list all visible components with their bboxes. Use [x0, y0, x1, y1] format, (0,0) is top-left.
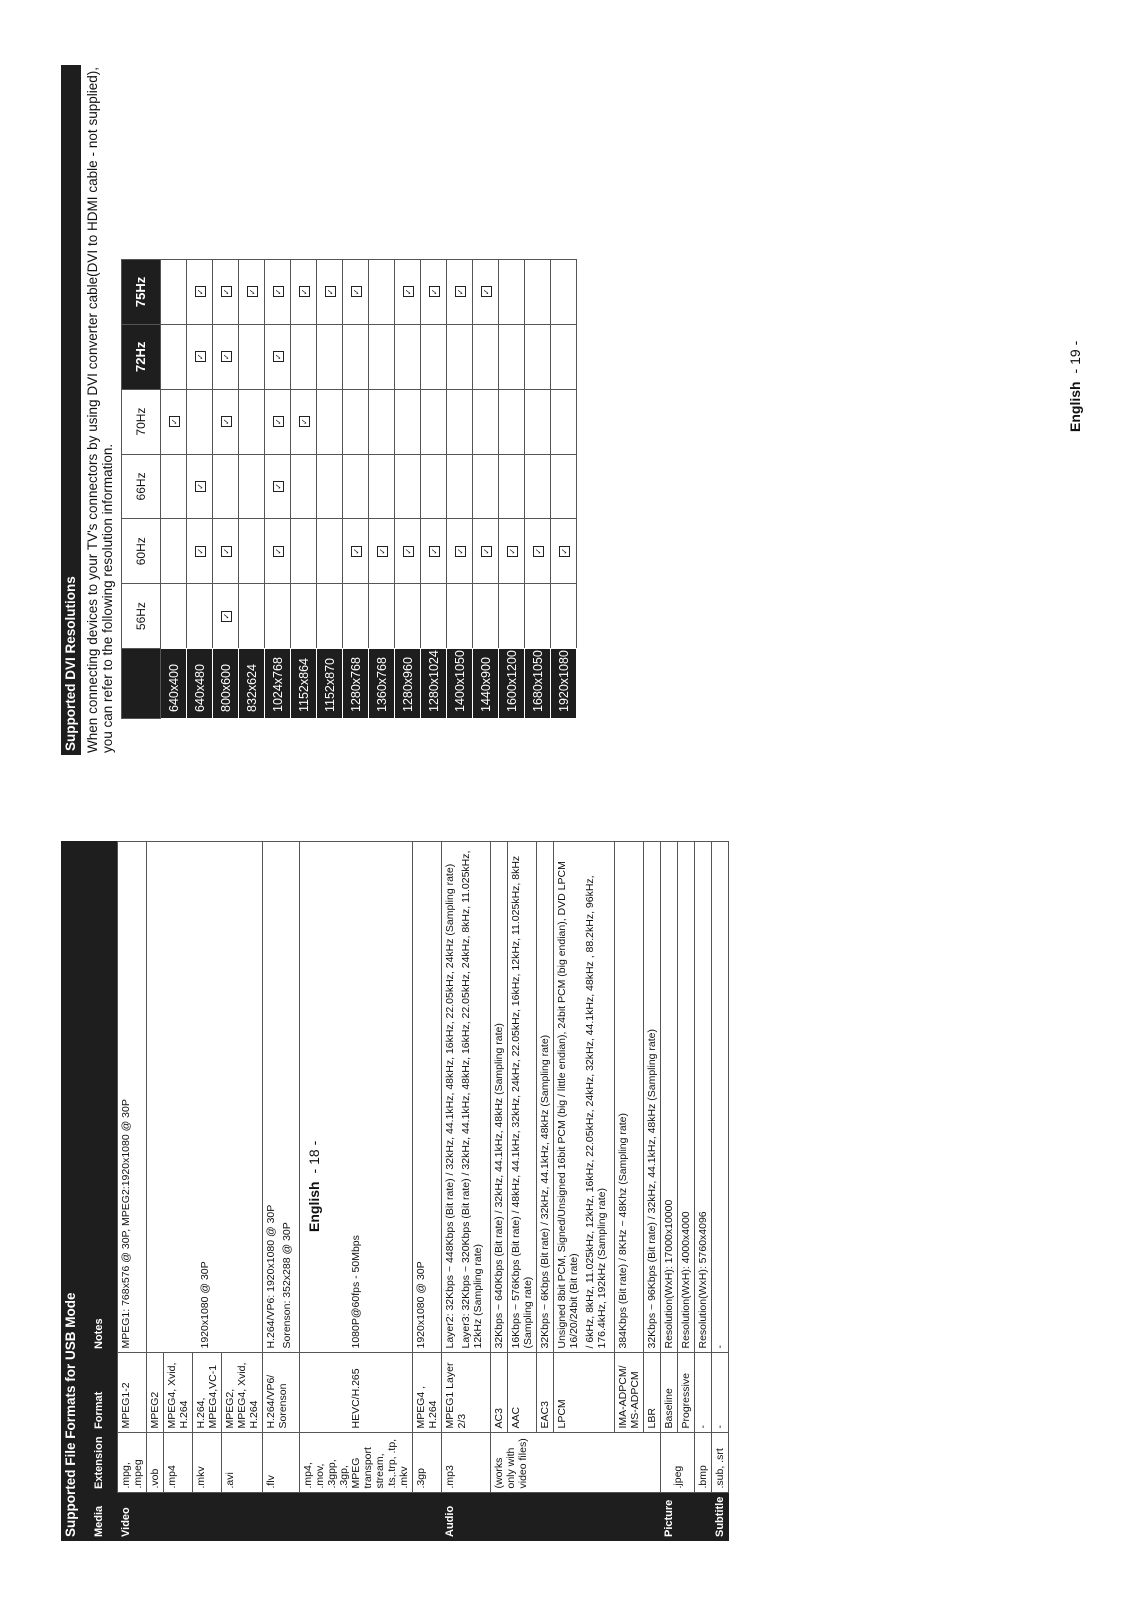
- footer-language: English: [306, 1181, 322, 1232]
- table-row: [161, 260, 187, 719]
- checkbox-checked-icon: ✓: [221, 611, 232, 622]
- dvi-resolution-label: 832x624: [239, 649, 265, 719]
- checkbox-checked-icon: ✓: [221, 351, 232, 362]
- checkbox-checked-icon: ✓: [273, 416, 284, 427]
- dvi-resolution-label: 800x600: [213, 649, 239, 719]
- dvi-cell: [499, 584, 525, 649]
- dvi-cell: [473, 260, 499, 325]
- table-row: [413, 842, 442, 1542]
- dvi-cell: [499, 519, 525, 584]
- dvi-col-60hz: 60Hz: [122, 519, 161, 584]
- dvi-cell: [473, 454, 499, 519]
- dvi-cell: [265, 454, 291, 519]
- dvi-cell: [239, 519, 265, 584]
- dvi-cell: [291, 389, 317, 454]
- checkbox-checked-icon: ✓: [351, 286, 362, 297]
- extension-cell: .sub, .srt: [712, 1433, 729, 1493]
- dvi-cell: [343, 389, 369, 454]
- table-row: [695, 842, 712, 1542]
- dvi-cell: [239, 389, 265, 454]
- checkbox-checked-icon: ✓: [403, 546, 414, 557]
- dvi-col-75hz: 75Hz: [122, 260, 161, 325]
- notes-cell: -: [712, 842, 729, 1354]
- dvi-cell: [239, 454, 265, 519]
- note-text: Layer2: 32Kbps ~ 448Kbps (Bit rate) / 32kHz, 44.1kHz, 48kHz, 16kHz, 22.05kHz, 24kHz (Sampling rate): [444, 863, 456, 1349]
- dvi-cell: [343, 324, 369, 389]
- dvi-resolution-table: [121, 259, 577, 719]
- format-cell: AAC: [508, 1353, 537, 1433]
- dvi-col-72hz: 72Hz: [122, 324, 161, 389]
- notes-cell: 1080P@60fps - 50Mbps: [300, 842, 413, 1354]
- checkbox-checked-icon: ✓: [429, 546, 440, 557]
- checkbox-checked-icon: ✓: [533, 546, 544, 557]
- format-cell: IMA-ADPCM/ MS-ADPCM: [615, 1353, 644, 1433]
- dvi-cell: [213, 584, 239, 649]
- extension-cell: .mkv: [193, 1433, 222, 1493]
- checkbox-checked-icon: ✓: [559, 546, 570, 557]
- dvi-cell: [187, 389, 213, 454]
- dvi-resolutions-section: [61, 65, 577, 755]
- dvi-cell: [161, 389, 187, 454]
- dvi-cell: [525, 324, 551, 389]
- note-text: / 6kHz, 8kHz, 11.025kHz, 12kHz, 16kHz, 22.05kHz, 24kHz, 32kHz, 44.1kHz, 48kHz , 88.2kHz, 96kHz, 176.4kHz, 192kHz (Sampling rate): [584, 875, 608, 1349]
- extension-cell: (works only with video files): [491, 1433, 661, 1493]
- dvi-cell: [343, 454, 369, 519]
- format-cell: MPEG1 Layer 2/3: [442, 1353, 491, 1433]
- dvi-cell: [213, 324, 239, 389]
- checkbox-checked-icon: ✓: [247, 286, 258, 297]
- header-notes: Notes: [81, 842, 118, 1354]
- extension-cell: .jpeg: [661, 1433, 695, 1493]
- format-cell: -: [712, 1353, 729, 1433]
- dvi-col-56hz: 56Hz: [122, 584, 161, 649]
- table-row: [499, 260, 525, 719]
- page-footer-right: [1067, 341, 1083, 432]
- format-cell: -: [695, 1353, 712, 1433]
- dvi-cell: [447, 454, 473, 519]
- dvi-cell: [265, 389, 291, 454]
- checkbox-checked-icon: ✓: [221, 546, 232, 557]
- checkbox-checked-icon: ✓: [325, 286, 336, 297]
- notes-cell: 384Kbps (Bit rate) / 8KHz ~ 48Khz (Sampling rate): [615, 842, 644, 1354]
- notes-cell: 1920x1080 @ 30P: [147, 842, 263, 1354]
- table-row: [291, 260, 317, 719]
- dvi-col-66hz: 66Hz: [122, 454, 161, 519]
- format-cell: MPEG1-2: [118, 1353, 147, 1433]
- usb-formats-section: [61, 841, 729, 1541]
- media-picture: Picture: [661, 1493, 712, 1541]
- dvi-cell: [317, 324, 343, 389]
- notes-cell: Resolution(WxH): 17000x10000: [661, 842, 678, 1354]
- checkbox-checked-icon: ✓: [481, 546, 492, 557]
- format-cell: Baseline: [661, 1353, 678, 1433]
- header-format: Format: [81, 1353, 118, 1433]
- dvi-cell: [187, 324, 213, 389]
- dvi-cell: [369, 584, 395, 649]
- dvi-cell: [213, 389, 239, 454]
- dvi-cell: [213, 260, 239, 325]
- extension-cell: .3gp: [413, 1433, 442, 1493]
- dvi-cell: [317, 260, 343, 325]
- notes-cell: Resolution(WxH): 4000x4000: [678, 842, 695, 1354]
- dvi-cell: [525, 519, 551, 584]
- table-row: [187, 260, 213, 719]
- table-row: [263, 842, 300, 1542]
- dvi-cell: [265, 584, 291, 649]
- dvi-cell: [317, 389, 343, 454]
- extension-cell: .mpg, .mpeg: [118, 1433, 147, 1493]
- dvi-cell: [499, 454, 525, 519]
- extension-cell: .bmp: [695, 1433, 712, 1493]
- checkbox-checked-icon: ✓: [299, 286, 310, 297]
- table-row: [147, 842, 164, 1542]
- media-audio: Audio: [442, 1493, 661, 1541]
- table-row: [491, 842, 508, 1542]
- usb-formats-table: [81, 841, 729, 1541]
- note-text: Layer3: 32Kbps ~ 320Kbps (Bit rate) / 32kHz, 44.1kHz, 48kHz, 16kHz, 22.05kHz, 24kHz, 8kHz, 11.025kHz, 12kHz (Sampling rate): [460, 850, 484, 1349]
- checkbox-checked-icon: ✓: [481, 286, 492, 297]
- notes-cell: [554, 842, 615, 1354]
- checkbox-checked-icon: ✓: [169, 416, 180, 427]
- dvi-cell: [421, 454, 447, 519]
- dvi-resolution-label: 640x480: [187, 649, 213, 719]
- checkbox-checked-icon: ✓: [403, 286, 414, 297]
- checkbox-checked-icon: ✓: [273, 481, 284, 492]
- notes-cell: [442, 842, 491, 1354]
- table-row: [265, 260, 291, 719]
- dvi-cell: [161, 584, 187, 649]
- table-row: [442, 842, 491, 1542]
- dvi-cell: [447, 389, 473, 454]
- dvi-resolution-label: 1024x768: [265, 649, 291, 719]
- table-row: [343, 260, 369, 719]
- checkbox-checked-icon: ✓: [455, 286, 466, 297]
- table-header-row: [81, 842, 118, 1542]
- dvi-cell: [369, 389, 395, 454]
- dvi-cell: [421, 260, 447, 325]
- table-row: [447, 260, 473, 719]
- notes-cell: [263, 842, 300, 1354]
- dvi-resolution-label: 1280x1024: [421, 649, 447, 719]
- dvi-cell: [447, 584, 473, 649]
- dvi-resolution-label: 1920x1080: [551, 649, 577, 719]
- notes-cell: 32Kbps ~ 96Kbps (Bit rate) / 32kHz, 44.1kHz, 48kHz (Sampling rate): [644, 842, 661, 1354]
- page-number: - 19 -: [1067, 340, 1083, 374]
- dvi-cell: [343, 584, 369, 649]
- dvi-cell: [369, 454, 395, 519]
- table-row: [421, 260, 447, 719]
- checkbox-checked-icon: ✓: [273, 546, 284, 557]
- checkbox-checked-icon: ✓: [455, 546, 466, 557]
- format-cell: H.264, MPEG4,VC-1: [193, 1353, 222, 1433]
- dvi-cell: [447, 519, 473, 584]
- dvi-resolution-label: 640x400: [161, 649, 187, 719]
- dvi-cell: [265, 260, 291, 325]
- dvi-cell: [343, 260, 369, 325]
- notes-cell: 32Kbps ~ 6Kbps (Bit rate) / 32kHz, 44.1kHz, 48kHz (Sampling rate): [537, 842, 554, 1354]
- checkbox-checked-icon: ✓: [351, 546, 362, 557]
- dvi-cell: [395, 454, 421, 519]
- dvi-table-body: [161, 260, 577, 719]
- dvi-cell: [317, 584, 343, 649]
- checkbox-checked-icon: ✓: [195, 481, 206, 492]
- table-row: [239, 260, 265, 719]
- dvi-cell: [239, 324, 265, 389]
- table-row: [661, 842, 678, 1542]
- dvi-cell: [187, 260, 213, 325]
- dvi-cell: [317, 519, 343, 584]
- format-cell: EAC3: [537, 1353, 554, 1433]
- extension-cell: .vob: [147, 1433, 164, 1493]
- dvi-cell: [395, 260, 421, 325]
- dvi-cell: [525, 454, 551, 519]
- media-subtitle: Subtitle: [712, 1493, 729, 1541]
- note-text: Sorenson: 352x288 @ 30P: [281, 1222, 293, 1349]
- dvi-cell: [473, 324, 499, 389]
- dvi-header-corner: [122, 649, 161, 719]
- checkbox-checked-icon: ✓: [429, 286, 440, 297]
- table-row: [317, 260, 343, 719]
- dvi-cell: [421, 389, 447, 454]
- dvi-cell: [291, 454, 317, 519]
- dvi-cell: [447, 260, 473, 325]
- format-cell: MPEG2, MPEG4, Xvid, H.264: [222, 1353, 263, 1433]
- dvi-cell: [551, 324, 577, 389]
- extension-cell: .mp4, .mov, .3gpp, .3gp, MPEG transport stream, .ts,.trp, .tp, .mkv: [300, 1433, 413, 1493]
- notes-cell: 32Kbps ~ 640Kbps (Bit rate) / 32kHz, 44.1kHz, 48kHz (Sampling rate): [491, 842, 508, 1354]
- format-cell: HEVC/H.265: [300, 1353, 413, 1433]
- extension-cell: .avi: [222, 1433, 263, 1493]
- table-row: [525, 260, 551, 719]
- dvi-cell: [187, 519, 213, 584]
- dvi-header-row: [122, 260, 161, 719]
- extension-cell: .mp4: [164, 1433, 193, 1493]
- header-media: Media: [81, 1493, 118, 1541]
- checkbox-checked-icon: ✓: [195, 546, 206, 557]
- dvi-resolution-label: 1680x1050: [525, 649, 551, 719]
- dvi-resolution-label: 1400x1050: [447, 649, 473, 719]
- format-cell: LBR: [644, 1353, 661, 1433]
- dvi-cell: [187, 454, 213, 519]
- dvi-cell: [213, 454, 239, 519]
- dvi-cell: [421, 519, 447, 584]
- format-cell: Progressive: [678, 1353, 695, 1433]
- table-row: [473, 260, 499, 719]
- dvi-cell: [291, 260, 317, 325]
- dvi-cell: [473, 389, 499, 454]
- checkbox-checked-icon: ✓: [273, 286, 284, 297]
- dvi-cell: [161, 454, 187, 519]
- format-cell: LPCM: [554, 1353, 615, 1433]
- notes-cell: 1920x1080 @ 30P: [413, 842, 442, 1354]
- dvi-cell: [161, 519, 187, 584]
- dvi-cell: [343, 519, 369, 584]
- checkbox-checked-icon: ✓: [195, 351, 206, 362]
- checkbox-checked-icon: ✓: [377, 546, 388, 557]
- dvi-cell: [473, 584, 499, 649]
- header-extension: Extension: [81, 1433, 118, 1493]
- dvi-cell: [265, 519, 291, 584]
- format-cell: AC3: [491, 1353, 508, 1433]
- note-text: Unsigned 8bit PCM, Signed/Unsigned 16bit PCM (big / little endian), 24bit PCM (big endian), DVD LPCM 16/20/24bit (Bit rate): [556, 861, 580, 1349]
- dvi-cell: [551, 584, 577, 649]
- dvi-cell: [213, 519, 239, 584]
- extension-cell: .mp3: [442, 1433, 491, 1493]
- dvi-col-70hz: 70Hz: [122, 389, 161, 454]
- dvi-cell: [239, 260, 265, 325]
- dvi-cell: [187, 584, 213, 649]
- usb-formats-title: Supported File Formats for USB Mode: [61, 841, 81, 1541]
- dvi-resolution-label: 1152x870: [317, 649, 343, 719]
- dvi-cell: [525, 260, 551, 325]
- dvi-cell: [369, 519, 395, 584]
- dvi-cell: [499, 260, 525, 325]
- format-cell: H.264/VP6/ Sorenson: [263, 1353, 300, 1433]
- table-row: [118, 842, 147, 1542]
- format-cell: MPEG4 , H.264: [413, 1353, 442, 1433]
- page-footer-left: [306, 1141, 322, 1232]
- dvi-cell: [317, 454, 343, 519]
- dvi-resolution-label: 1280x768: [343, 649, 369, 719]
- format-cell: MPEG2: [147, 1353, 164, 1433]
- dvi-cell: [369, 324, 395, 389]
- dvi-cell: [395, 324, 421, 389]
- dvi-resolution-label: 1360x768: [369, 649, 395, 719]
- dvi-cell: [369, 260, 395, 325]
- dvi-cell: [551, 389, 577, 454]
- dvi-cell: [551, 260, 577, 325]
- dvi-intro-text: When connecting devices to your TV's connectors by using DVI converter cable(DVI to HDMI cable - not supplied), you can refer to the following resolution information.: [85, 67, 115, 753]
- notes-cell: 16Kbps ~ 576Kbps (Bit rate) / 48kHz, 44.1kHz, 32kHz, 24kHz, 22.05kHz, 16kHz, 12kHz, 11.025kHz, 8kHz (Sampling rate): [508, 842, 537, 1354]
- dvi-cell: [473, 519, 499, 584]
- dvi-cell: [161, 324, 187, 389]
- notes-cell: MPEG1: 768x576 @ 30P, MPEG2:1920x1080 @ 30P: [118, 842, 147, 1354]
- dvi-cell: [447, 324, 473, 389]
- extension-cell: .flv: [263, 1433, 300, 1493]
- dvi-cell: [291, 324, 317, 389]
- media-video: Video: [118, 1493, 442, 1541]
- format-cell: MPEG4, Xvid, H.264: [164, 1353, 193, 1433]
- notes-cell: Resolution(WxH): 5760x4096: [695, 842, 712, 1354]
- dvi-cell: [265, 324, 291, 389]
- page-number: - 18 -: [306, 1140, 322, 1174]
- table-row: [213, 260, 239, 719]
- dvi-cell: [395, 389, 421, 454]
- table-row: [712, 842, 729, 1542]
- dvi-cell: [499, 389, 525, 454]
- footer-language: English: [1067, 381, 1083, 432]
- dvi-resolutions-title: Supported DVI Resolutions: [61, 65, 81, 755]
- dvi-resolution-label: 1280x960: [395, 649, 421, 719]
- dvi-cell: [551, 519, 577, 584]
- checkbox-checked-icon: ✓: [195, 286, 206, 297]
- dvi-cell: [525, 389, 551, 454]
- dvi-resolution-label: 1152x864: [291, 649, 317, 719]
- dvi-resolution-label: 1600x1200: [499, 649, 525, 719]
- dvi-cell: [291, 584, 317, 649]
- checkbox-checked-icon: ✓: [221, 286, 232, 297]
- checkbox-checked-icon: ✓: [221, 416, 232, 427]
- checkbox-checked-icon: ✓: [507, 546, 518, 557]
- checkbox-checked-icon: ✓: [273, 351, 284, 362]
- dvi-cell: [161, 260, 187, 325]
- dvi-cell: [421, 324, 447, 389]
- table-row: [369, 260, 395, 719]
- dvi-resolution-label: 1440x900: [473, 649, 499, 719]
- checkbox-checked-icon: ✓: [299, 416, 310, 427]
- dvi-cell: [291, 519, 317, 584]
- dvi-cell: [395, 519, 421, 584]
- dvi-cell: [421, 584, 447, 649]
- dvi-cell: [395, 584, 421, 649]
- note-text: H.264/VP6: 1920x1080 @ 30P: [265, 1204, 277, 1349]
- dvi-cell: [551, 454, 577, 519]
- dvi-cell: [239, 584, 265, 649]
- dvi-cell: [525, 584, 551, 649]
- table-row: [395, 260, 421, 719]
- table-row: [551, 260, 577, 719]
- dvi-cell: [499, 324, 525, 389]
